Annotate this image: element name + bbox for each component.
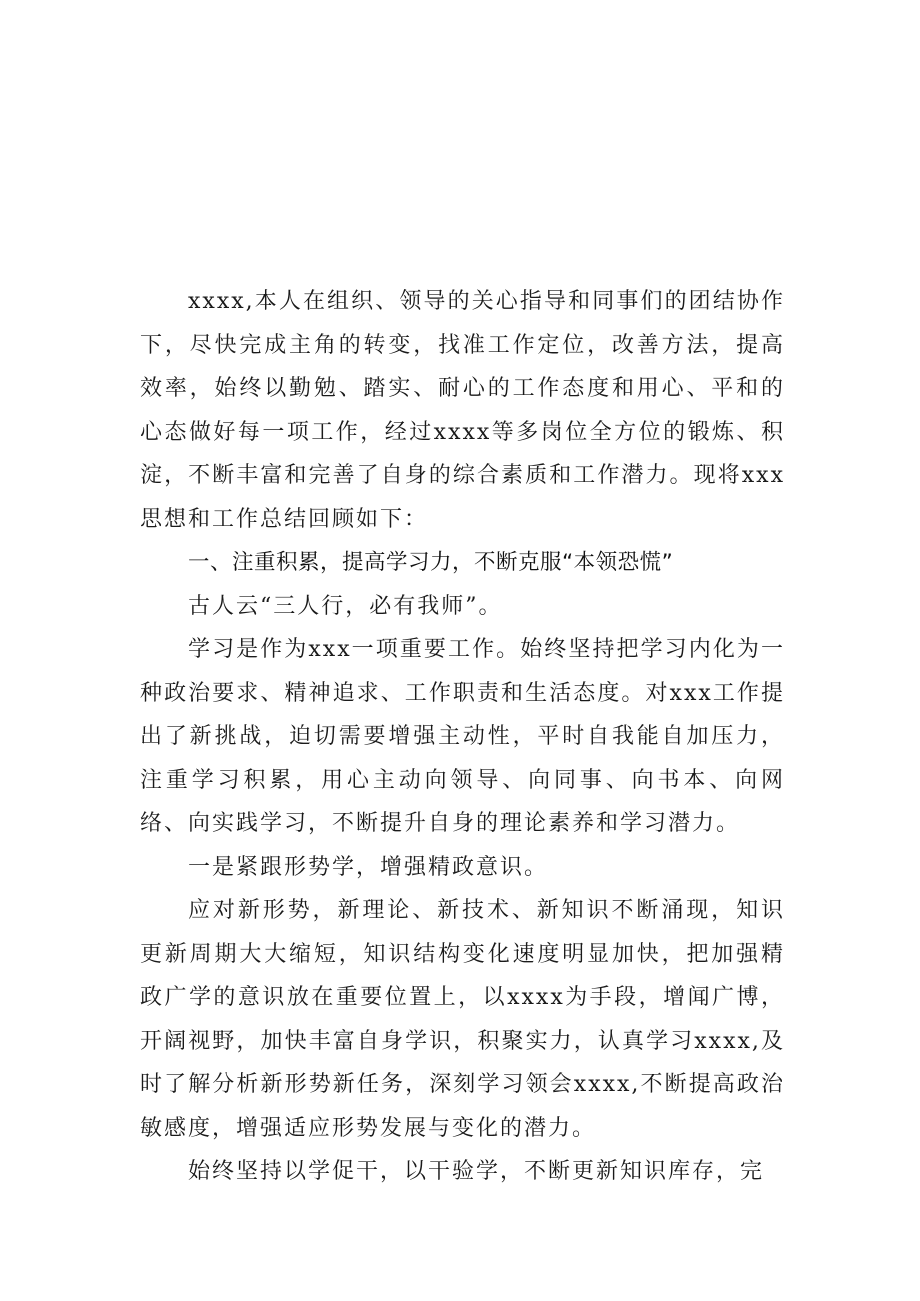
intro-paragraph: xxxx,本人在组织、领导的关心指导和同事们的团结协作下，尽快完成主角的转变，找准工作定位，改善方法，提高效率，始终以勤勉、踏实、耐心的工作态度和用心、平和的心态做好每一项工作，经过xxxx等多岗位全方位的锻炼、积淀，不断丰富和完善了自身的综合素质和工作潜力。现将xxx思想和工作总结回顾如下：: [140, 289, 785, 532]
section-heading-1: 一、注重积累，提高学习力，不断克服“本领恐慌”: [188, 550, 674, 575]
closing-paragraph: 始终坚持以学促干，以干验学，不断更新知识库存，完: [188, 1159, 765, 1184]
document-body: [140, 280, 785, 1194]
subheading-paragraph: 一是紧跟形势学，增强精政意识。: [188, 854, 549, 880]
quote-paragraph: 古人云“三人行，必有我师”。: [188, 593, 503, 619]
learning-paragraph: 学习是作为xxx一项重要工作。始终坚持把学习内化为一种政治要求、精神追求、工作职责和生活态度。对xxx工作提出了新挑战，迫切需要增强主动性，平时自我能自加压力，注重学习积累，用心主动向领导、向同事、向书本、向网络、向实践学习，不断提升自身的理论素养和学习潜力。: [140, 637, 785, 836]
situation-paragraph: 应对新形势，新理论、新技术、新知识不断涌现，知识更新周期大大缩短，知识结构变化速度明显加快，把加强精政广学的意识放在重要位置上，以xxxx为手段，增闻广博，开阔视野，加快丰富自身学识，积聚实力，认真学习xxxx,及时了解分析新形势新任务，深刻学习领会xxxx,不断提高政治敏感度，增强适应形势发展与变化的潜力。: [140, 898, 785, 1141]
